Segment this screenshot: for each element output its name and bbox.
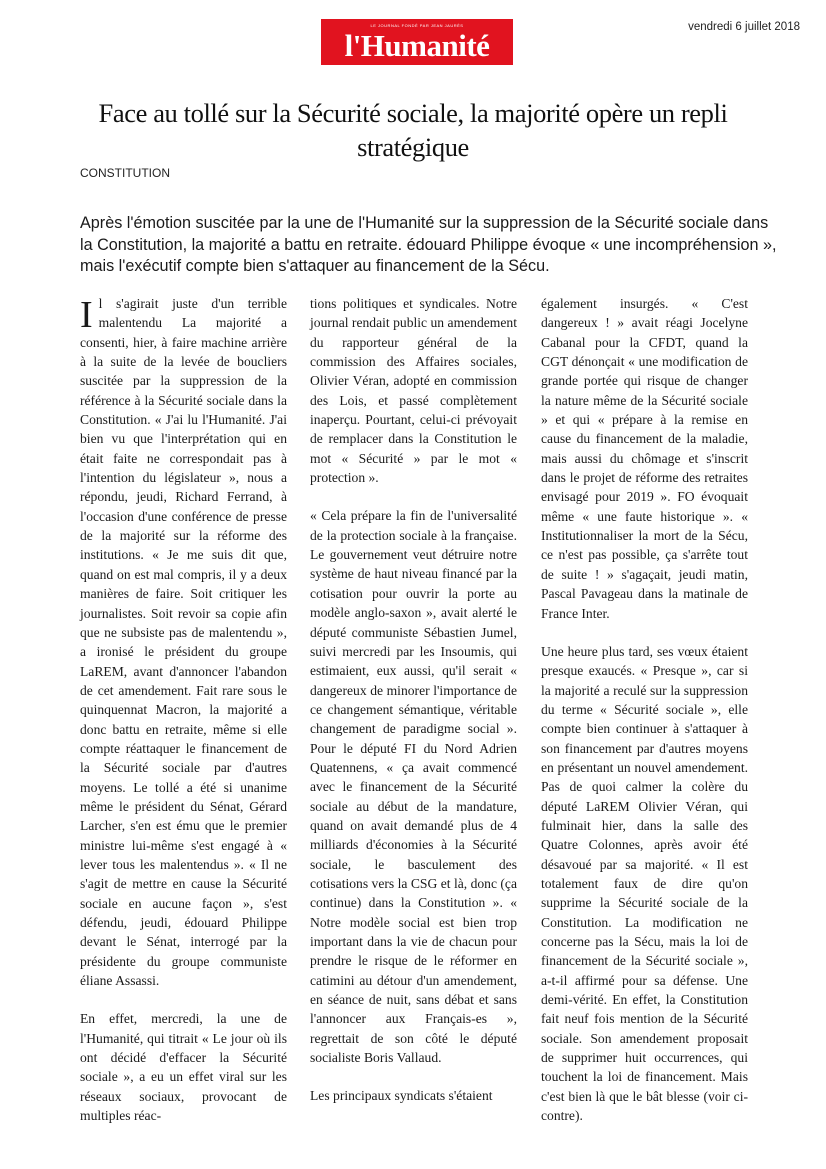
masthead-tagline: LE JOURNAL FONDÉ PAR JEAN JAURÈS bbox=[370, 23, 464, 28]
body-paragraph: Les principaux syndicats s'étaient bbox=[310, 1088, 493, 1104]
body-paragraph bbox=[80, 294, 287, 990]
masthead-name: l'Humanité bbox=[344, 28, 490, 63]
body-paragraph: « Cela prépare la fin de l'universalité de la protection sociale à la française. Le gouvernement veut détruire notre système de haut niveau financé par la cotisation pour ouvrir la porte au modèle anglo-saxon », avait alerté le député communiste Sébastien Jumel, suivi mercredi par les Insoumis, qui estimaient, eux aussi, qu'il serait « dangereux de minorer l'importance de ce changement sémantique, véritable changement de paradigme social ». Pour le député FI du Nord Adrien Quatennens, « ça avait commencé avec le financement de la Sécurité sociale au début de la mandature, quand on avait demandé plus de 4 milliards d'économies à la Sécurité sociale, le basculement des cotisations vers la CSG et là, donc (ça continue) dans la Constitution ». « Notre modèle social est bien trop important dans la vie de chacun pour prendre le risque de le réformer en catimini au détour d'un amendement, en séance de nuit, sans débat et sans l'annoncer aux Français-es », regrettait de son côté le député socialiste Boris Vallaud. bbox=[310, 508, 517, 1066]
body-column-1 bbox=[80, 294, 287, 1144]
body-paragraph: également insurgés. « C'est dangereux ! » avait réagi Jocelyne Cabanal pour la CFDT, quand la CGT dénonçait « une modification de grande portée qui risque de changer la nature même de la Sécurité sociale » et qui « prépare à la remise en cause du financement de la maladie, mais aussi du chômage et s'inscrit dans le projet de réforme des retraites envisagé pour 2019 ». FO évoquait même « une faute historique ». « Institutionnaliser la mort de la Sécu, ce n'est pas possible, ça s'arrête tout de suite ! » s'agaçait, jeudi matin, Pascal Pavageau dans la matinale de France Inter. bbox=[541, 296, 748, 621]
paragraph-text: l s'agirait juste d'un terrible malentendu La majorité a consenti, hier, à faire machine arrière à la suite de la levée de boucliers suscitée par la suppression de la référence à la Sécurité sociale dans la Constitution. « J'ai lu l'Humanité. J'ai bien vu que l'interprétation qui en était faite ne correspondait pas à l'intention du législateur », nous a répondu, jeudi, Richard Ferrand, à l'occasion d'une conférence de presse de la majorité sur la réforme des institutions. « Je me suis dit que, quand on est mal compris, il y a deux manières de faire. Soit critiquer les journalistes. Soit revoir sa copie afin que ne subsiste pas de malentendu », a ironisé le président du groupe LaREM, avant d'annoncer l'abandon de cet amendement. Fait rare sous le quinquennat Macron, la majorité a donc battu en retraite, même si elle compte réattaquer le financement de la Sécurité sociale par d'autres moyens. Le tollé a été si unanime même le président du Sénat, Gérard Larcher, s'en est ému que le premier ministre lui-même s'est engagé à « lever tous les malentendus ». « Il ne s'agit de mettre en cause la Sécurité sociale en aucune façon », s'est défendu, jeudi, édouard Philippe devant le Sénat, interrogé par la présidente du groupe communiste éliane Assassi. bbox=[80, 296, 287, 989]
article-lead: Après l'émotion suscitée par la une de l'Humanité sur la suppression de la Sécurité sociale dans la Constitution, la majorité a battu en retraite. édouard Philippe évoque « une incompréhension », mais l'exécutif compte bien s'attaquer au financement de la Sécu. bbox=[80, 214, 777, 275]
body-column-3 bbox=[541, 294, 748, 1144]
drop-cap: I bbox=[80, 294, 93, 336]
section-label: CONSTITUTION bbox=[80, 166, 170, 180]
body-column-2 bbox=[310, 294, 517, 1125]
body-paragraph: En effet, mercredi, la une de l'Humanité, qui titrait « Le jour où ils ont décidé d'effacer la Sécurité sociale », a eu un effet viral sur les réseaux sociaux, provocant de multiples réac- bbox=[80, 1011, 287, 1124]
body-paragraph: tions politiques et syndicales. Notre journal rendait public un amendement du rapporteur général de la commission des Affaires sociales, Olivier Véran, adopté en commission des Lois, et passé complètement inaperçu. Pourtant, celui-ci prévoyait de remplacer dans la Constitution le mot « Sécurité » par le mot « protection ». bbox=[310, 296, 517, 486]
body-paragraph: Une heure plus tard, ses vœux étaient presque exaucés. « Presque », car si la majorité a reculé sur la suppression du terme « Sécurité sociale », elle compte bien continuer à s'attaquer à son financement par d'autres moyens en présentant un nouvel amendement. Pas de quoi calmer la colère du député LaREM Olivier Véran, qui fulminait hier, dans la salle des Quatre Colonnes, après avoir été désavoué par sa majorité. « Il est totalement faux de dire qu'on supprime la Sécurité sociale de la Constitution. La modification ne concerne pas la Sécu, mais la loi de financement de la Sécurité sociale », a-t-il affirmé pour sa défense. Une demi-vérité. En effet, la Constitution fait neuf fois mention de la Sécurité sociale. Son amendement proposait de supprimer huit occurrences, qui touchent la loi de financement. Mais c'est bien là que le bât blesse (voir ci-contre). bbox=[541, 643, 748, 1124]
masthead-logo bbox=[321, 19, 513, 65]
publication-date: vendredi 6 juillet 2018 bbox=[688, 21, 800, 33]
article-headline: Face au tollé sur la Sécurité sociale, la majorité opère un repli stratégique bbox=[98, 98, 728, 162]
